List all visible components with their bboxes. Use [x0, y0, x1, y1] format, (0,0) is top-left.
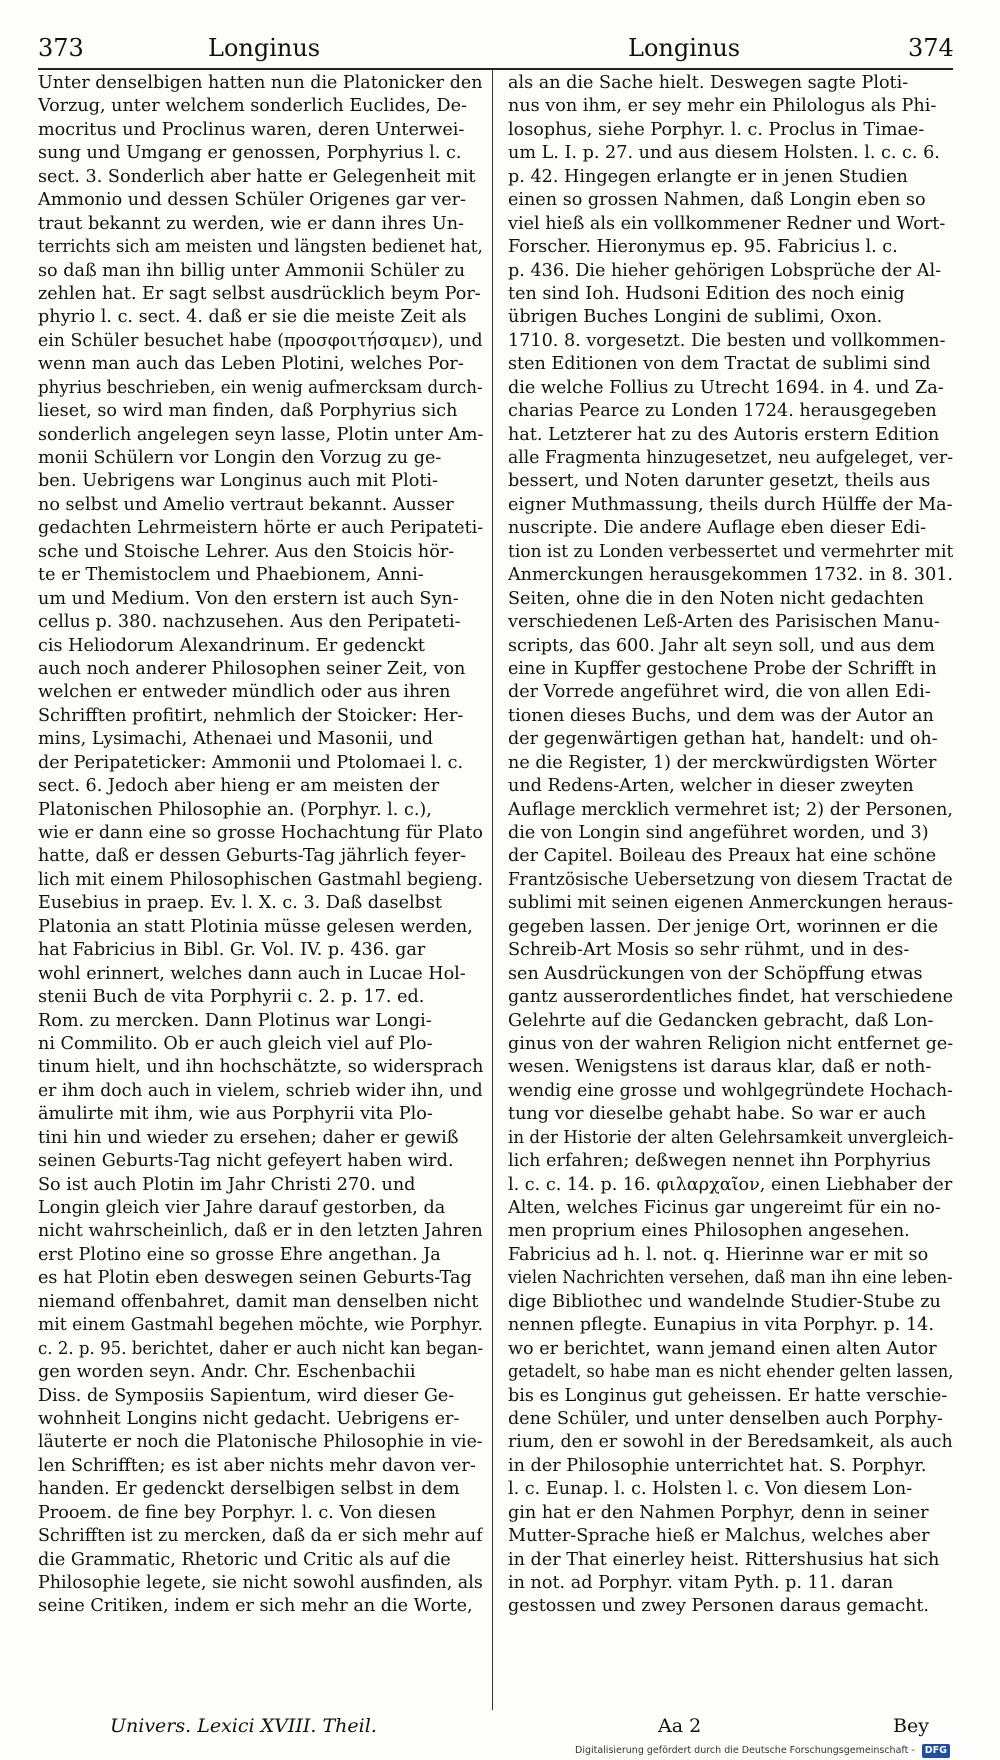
left-column-line: tinum hielt, und ihn hochschätzte, so widersprach [38, 1057, 483, 1078]
left-column-line: er ihm doch auch in vielem, schrieb wider ihn, und [38, 1080, 483, 1101]
right-column-line: in der Philosophie unterrichtet hat. S. Porphyr. [508, 1455, 927, 1476]
right-column-line: Fabricius ad h. l. not. q. Hierinne war er mit so [508, 1244, 929, 1265]
left-column-line: Unter denselbigen hatten nun die Platonicker den [38, 73, 483, 93]
left-column-line: welchen er entweder mündlich oder aus ihren [38, 682, 451, 703]
left-column-line: lich mit einem Philosophischen Gastmahl begieng. [38, 869, 483, 890]
right-column-line: übrigen Buches Longini de sublimi, Oxon. [508, 307, 883, 328]
right-column-line: und Redens-Arten, welcher in dieser zweyten [508, 776, 914, 797]
left-column-line: wohnheit Longins nicht gedacht. Uebrigens er- [38, 1408, 460, 1429]
right-column-line: rium, den er sowohl in der Beredsamkeit, als auch [508, 1432, 953, 1453]
right-column-line: eine in Kupffer gestochene Probe der Schrifft in [508, 658, 937, 679]
right-column-line: 1710. 8. vorgesetzt. Die besten und vollkommen- [508, 330, 946, 351]
left-column-line: die Grammatic, Rhetoric und Critic als auf die [38, 1549, 451, 1570]
right-column-line: wesen. Wenigstens ist daraus klar, daß er noth- [508, 1057, 932, 1078]
sheet-mark: Aa 2 [658, 1715, 702, 1737]
left-column-line: tini hin und wieder zu ersehen; daher er gewiß [38, 1127, 459, 1148]
left-column-line: hat Fabricius in Bibl. Gr. Vol. IV. p. 436. gar [38, 940, 426, 961]
right-column-line: lich erfahren; deßwegen nennet ihn Porphyrius [508, 1151, 931, 1172]
right-column-line: Anmerckungen herausgekommen 1732. in 8. 301. [508, 565, 953, 586]
signature-line: Univers. Lexici XVIII. Theil. [110, 1715, 377, 1737]
header-rule [38, 68, 953, 70]
left-column-line: cellus p. 380. nachzusehen. Aus den Peripateti- [38, 612, 461, 633]
right-column-line: der gegenwärtigen gethan hat, handelt: und oh- [508, 729, 938, 750]
digitization-credit [575, 1744, 985, 1758]
left-column-line: no selbst und Amelio vertraut bekannt. Ausser [38, 494, 454, 515]
right-column-line: die welche Follius zu Utrecht 1694. in 4. und Za- [508, 377, 944, 398]
left-column-line: c. 2. p. 95. berichtet, daher er auch nicht kan began- [38, 1338, 483, 1359]
left-column-line: ein Schüler besuchet habe (προσφοιτήσαμεν), und [38, 330, 483, 351]
left-column-line: wenn man auch das Leben Plotini, welches Por- [38, 354, 464, 375]
right-column-line: tionen dieses Buchs, und dem was der Autor an [508, 705, 934, 726]
right-column-line: bessert, und Noten darunter gesetzt, theils aus [508, 471, 931, 492]
left-column-line: ämulirte mit ihm, wie aus Porphyrii vita Plo- [38, 1104, 433, 1125]
right-column-line: sen Ausdrückungen von der Schöpffung etwas [508, 963, 923, 984]
right-column-line: sublimi mit seinen eigenen Anmerckungen heraus- [508, 893, 953, 914]
left-column-line: Schrifften ist zu mercken, daß da er sich mehr auf [38, 1526, 483, 1547]
right-column-line: ginus von der wahren Religion nicht entfernet ge- [508, 1033, 953, 1054]
right-column-line: tung vor dieselbe gehabt habe. So war er auch [508, 1104, 927, 1125]
right-column-line: ne die Register, 1) der merckwürdigsten Wörter [508, 752, 937, 773]
right-column-line: Seiten, ohne die in den Noten nicht gedachten [508, 588, 925, 609]
left-column-line: mins, Lysimachi, Athenaei und Masonii, und [38, 729, 433, 750]
left-column-line: Philosophie legete, sie nicht sowohl ausfinden, als [38, 1573, 483, 1593]
left-column-line: Eusebius in praep. Ev. l. X. c. 3. Daß daselbst [38, 893, 442, 914]
left-column-line: erst Plotino eine so grosse Ehre angethan. Ja [38, 1244, 441, 1265]
right-column-line: Gelehrte auf die Gedancken gebracht, daß Lon- [508, 1010, 934, 1031]
left-column-line: hatte, daß er dessen Geburts-Tag jährlich feyer- [38, 846, 467, 867]
left-column-line: seinen Geburts-Tag nicht gefeyert haben wird. [38, 1151, 454, 1172]
right-column-line: gin hat er den Nahmen Porphyr, denn in seiner [508, 1502, 929, 1523]
right-column-line: bis es Longinus gut geheissen. Er hatte verschie- [508, 1385, 948, 1406]
right-column-line: men proprium eines Philosophen angesehen. [508, 1221, 910, 1242]
left-column-line: cis Heliodorum Alexandrinum. Er gedenckt [38, 635, 426, 656]
left-column-line: Longin gleich vier Jahre darauf gestorben, da [38, 1198, 446, 1218]
left-column-line: Schrifften profitirt, nehmlich der Stoicker: Her- [38, 705, 464, 726]
left-column-line: sonderlich angelegen seyn lasse, Plotin unter Am- [38, 424, 483, 445]
right-column-line: dene Schüler, und unter denselben auch Porphy- [508, 1408, 943, 1429]
right-column-line: l. c. Eunap. l. c. Holsten l. c. Von diesem Lon- [508, 1479, 913, 1500]
right-column-line: nus von ihm, er sey mehr ein Philologus als Phi- [508, 96, 937, 117]
page-footer [38, 1714, 953, 1742]
left-column-line: lieset, so wird man finden, daß Porphyrius sich [38, 401, 458, 422]
left-column-line: zehlen hat. Er sagt selbst ausdrücklich beym Por- [38, 283, 481, 304]
left-column-line: monii Schülern vor Longin den Vorzug zu ge- [38, 448, 442, 468]
column-divider [492, 70, 493, 1710]
right-column-line: Mutter-Sprache hieß er Malchus, welches aber [508, 1526, 930, 1547]
right-column-line: der Capitel. Boileau des Preaux hat eine schöne [508, 846, 937, 867]
right-column-line: gantz ausserordentliches findet, hat verschiedene [508, 987, 953, 1008]
right-column-line: p. 436. Die hieher gehörigen Lobsprüche der Al- [508, 260, 942, 281]
left-column [38, 72, 483, 1712]
left-column-line: es hat Plotin eben deswegen seinen Geburts-Tag [38, 1268, 472, 1289]
left-column-line: phyrius beschrieben, ein wenig aufmercksam durch- [38, 377, 483, 398]
left-column-line: sect. 6. Jedoch aber hieng er am meisten der [38, 776, 440, 797]
right-column-line: verschiedenen Leß-Arten des Parisischen Manu- [508, 612, 940, 633]
left-column-line: sche und Stoische Lehrer. Aus den Stoicis hör- [38, 541, 455, 562]
right-column-line: charias Pearce zu Londen 1724. herausgegeben [508, 401, 937, 422]
right-column-line: getadelt, so habe man es nicht ehender gelten lassen, [508, 1362, 953, 1383]
left-column-line: Vorzug, unter welchem sonderlich Euclides, De- [38, 96, 467, 117]
right-column-line: Alten, welches Ficinus gar ungereimt für ein no- [508, 1198, 941, 1218]
right-column-line: gestossen und zwey Personen daraus gemacht. [508, 1596, 930, 1617]
right-column-line: ten sind Ioh. Hudsoni Edition des noch einig [508, 283, 905, 304]
left-column-line: Platonia an statt Plotinia müsse gelesen werden, [38, 916, 473, 937]
left-column-line: So ist auch Plotin im Jahr Christi 270. und [38, 1174, 416, 1195]
left-column-line: terrichts sich am meisten und längsten bedienet hat, [38, 237, 483, 258]
left-column-line: phyrio l. c. sect. 4. daß er sie die meiste Zeit als [38, 307, 467, 328]
left-column-line: wohl erinnert, welches dann auch in Lucae Hol- [38, 963, 466, 984]
left-column-line: stenii Buch de vita Porphyrii c. 2. p. 17. ed. [38, 987, 425, 1008]
left-column-line: Ammonio und dessen Schüler Origenes gar ver- [38, 190, 466, 211]
right-column-line: nuscripte. Die andere Auflage eben dieser Edi- [508, 518, 927, 539]
right-column-line: als an die Sache hielt. Deswegen sagte Ploti- [508, 73, 909, 93]
left-column-line: gedachten Lehrmeistern hörte er auch Peripateti- [38, 518, 483, 539]
left-column-line: Prooem. de fine bey Porphyr. l. c. Von diesen [38, 1502, 437, 1523]
right-column-line: nennen pflegte. Eunapius in vita Porphyr. p. 14. [508, 1315, 934, 1336]
right-column-line: Frantzösische Uebersetzung von diesem Tractat de [508, 869, 953, 890]
right-column-line: scripts, das 600. Jahr alt seyn soll, und aus dem [508, 635, 935, 656]
right-column-line: in der Historie der alten Gelehrsamkeit unvergleich- [508, 1127, 953, 1148]
right-column [508, 72, 953, 1712]
left-column-line: handen. Er gedenckt derselbigen selbst in dem [38, 1479, 460, 1500]
right-page-number: 374 [908, 34, 954, 62]
left-column-line: wie er dann eine so grosse Hochachtung für Plato [38, 823, 483, 843]
left-column-line: der Peripateticker: Ammonii und Ptolomaei l. c. [38, 752, 464, 773]
credit-text: Digitalisierung gefördert durch die Deutsche Forschungsgemeinschaft - [575, 1745, 915, 1756]
catchword: Bey [893, 1715, 929, 1737]
right-column-line: l. c. c. 14. p. 16. φιλαρχαῖον, einen Liebhaber der [508, 1174, 953, 1195]
right-column-line: in not. ad Porphyr. vitam Pyth. p. 11. daran [508, 1573, 894, 1593]
left-column-line: mocritus und Proclinus waren, deren Unterwei- [38, 119, 465, 140]
left-column-line: auch noch anderer Philosophen seiner Zeit, von [38, 658, 466, 679]
left-column-line: seine Critiken, indem er sich mehr an die Worte, [38, 1596, 473, 1617]
right-column-line: sten Editionen von dem Tractat de sublimi sind [508, 354, 931, 375]
right-column-line: alle Fragmenta hinzugesetzet, neu aufgeleget, ver- [508, 448, 953, 468]
page-header [38, 34, 988, 68]
right-column-line: eigner Muthmassung, theils durch Hülffe der Ma- [508, 494, 953, 515]
right-column-line: die von Longin sind angeführet worden, und 3) [508, 823, 929, 843]
right-running-title: Longinus [628, 34, 741, 62]
right-column-line: viel hieß als ein vollkommener Redner und Wort- [508, 213, 946, 234]
right-column-line: Forscher. Hieronymus ep. 95. Fabricius l. c. [508, 237, 898, 258]
left-column-line: läuterte er noch die Platonische Philosophie in vie- [38, 1432, 483, 1453]
left-column-line: sect. 3. Sonderlich aber hatte er Gelegenheit mit [38, 166, 476, 187]
left-column-line: so daß man ihn billig unter Ammonii Schüler zu [38, 260, 466, 281]
left-column-line: niemand offenbahret, damit man denselben nicht [38, 1291, 479, 1312]
right-column-line: der Vorrede angeführet wird, die von allen Edi- [508, 682, 931, 703]
left-column-line: nicht wahrscheinlich, daß er in den letzten Jahren [38, 1221, 483, 1242]
left-column-line: mit einem Gastmahl begehen möchte, wie Porphyr. [38, 1315, 483, 1336]
right-column-line: gegeben lassen. Der jenige Ort, worinnen er die [508, 916, 939, 937]
left-column-line: len Schrifften; es ist aber nichts mehr davon ver- [38, 1455, 476, 1476]
right-column-line: dige Bibliothec und wandelnde Studier-Stube zu [508, 1291, 941, 1312]
left-column-line: um und Medium. Von den erstern ist auch Syn- [38, 588, 459, 609]
right-column-line: um L. I. p. 27. und aus diesem Holsten. l. c. c. 6. [508, 143, 940, 164]
left-column-line: ben. Uebrigens war Longinus auch mit Ploti- [38, 471, 438, 492]
right-column-line: Schreib-Art Mosis so sehr rühmt, und in des- [508, 940, 910, 961]
right-column-line: vielen Nachrichten versehen, daß man ihn eine leben- [508, 1268, 953, 1289]
dfg-logo: DFG [922, 1744, 950, 1758]
right-column-line: losophus, siehe Porphyr. l. c. Proclus in Timae- [508, 119, 925, 140]
left-column-line: Platonischen Philosophie an. (Porphyr. l. c.), [38, 799, 432, 820]
left-column-line: Diss. de Symposiis Sapientum, wird dieser Ge- [38, 1385, 455, 1406]
left-column-line: ni Commilito. Ob er auch gleich viel auf Plo- [38, 1033, 433, 1054]
left-column-line: traut bekannt zu werden, wie er dann ihres Un- [38, 213, 464, 234]
left-column-line: gen worden seyn. Andr. Chr. Eschenbachii [38, 1362, 416, 1383]
left-column-line: te er Themistoclem und Phaebionem, Anni- [38, 565, 424, 586]
right-column-line: hat. Letzterer hat zu des Autoris erstern Edition [508, 424, 940, 445]
right-column-line: in der That einerley heist. Rittershusius hat sich [508, 1549, 940, 1570]
left-page-number: 373 [38, 34, 84, 62]
right-column-line: wo er berichtet, wann jemand einen alten Autor [508, 1338, 937, 1359]
right-column-line: tion ist zu Londen verbessertet und vermehrter mit [508, 541, 953, 562]
right-column-line: einen so grossen Nahmen, daß Longin eben so [508, 190, 926, 211]
right-column-line: p. 42. Hingegen erlangte er in jenen Studien [508, 166, 908, 187]
left-running-title: Longinus [208, 34, 321, 62]
left-column-line: sung und Umgang er genossen, Porphyrius l. c. [38, 143, 462, 164]
right-column-line: Auflage mercklich vermehret ist; 2) der Personen, [508, 799, 953, 820]
left-column-line: Rom. zu mercken. Dann Plotinus war Longi- [38, 1010, 432, 1031]
right-column-line: wendig eine grosse und wohlgegründete Hochach- [508, 1080, 953, 1101]
